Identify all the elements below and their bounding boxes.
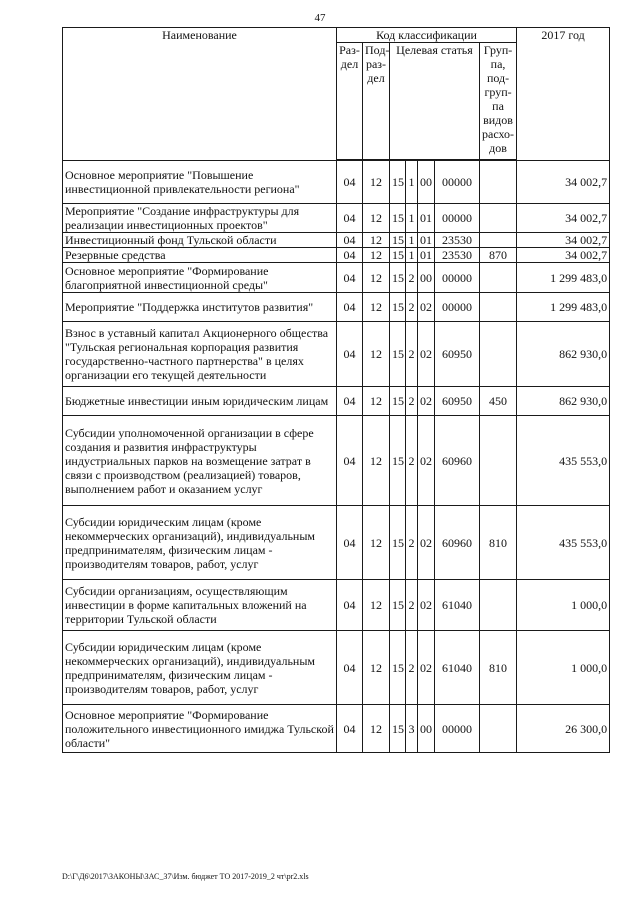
table-row xyxy=(63,387,610,416)
cell-name: Субсидии уполномоченной организации в сфере создания и развития инфраструктуры индустриальных парков на возмещение затрат в связи с производством (реализацией) товаров, выполнением работ и оказанием услуг xyxy=(63,416,337,506)
cell-t4: 00000 xyxy=(435,263,480,293)
cell-vr xyxy=(480,233,517,248)
cell-pr: 12 xyxy=(363,506,390,580)
cell-vr xyxy=(480,322,517,387)
table-row xyxy=(63,631,610,705)
cell-rz: 04 xyxy=(337,322,363,387)
cell-t2: 2 xyxy=(406,263,418,293)
cell-t1: 15 xyxy=(390,506,406,580)
cell-vr xyxy=(480,705,517,753)
cell-pr: 12 xyxy=(363,387,390,416)
cell-amount: 862 930,0 xyxy=(517,322,610,387)
cell-pr: 12 xyxy=(363,705,390,753)
cell-vr xyxy=(480,161,517,204)
table-row xyxy=(63,322,610,387)
cell-t3: 02 xyxy=(418,631,435,705)
cell-vr: 810 xyxy=(480,631,517,705)
cell-rz: 04 xyxy=(337,248,363,263)
cell-amount: 34 002,7 xyxy=(517,204,610,233)
cell-rz: 04 xyxy=(337,506,363,580)
cell-vr: 870 xyxy=(480,248,517,263)
cell-t4: 60950 xyxy=(435,387,480,416)
cell-t3: 02 xyxy=(418,293,435,322)
cell-t2: 2 xyxy=(406,580,418,631)
cell-vr xyxy=(480,580,517,631)
cell-t1: 15 xyxy=(390,263,406,293)
cell-name: Субсидии организациям, осуществляющим инвестиции в форме капитальных вложений на территории Тульской области xyxy=(63,580,337,631)
cell-t1: 15 xyxy=(390,204,406,233)
cell-t4: 23530 xyxy=(435,248,480,263)
table-row xyxy=(63,506,610,580)
cell-vr: 810 xyxy=(480,506,517,580)
cell-t1: 15 xyxy=(390,233,406,248)
cell-rz: 04 xyxy=(337,580,363,631)
cell-t1: 15 xyxy=(390,580,406,631)
cell-rz: 04 xyxy=(337,161,363,204)
header-razdel: Раз- дел xyxy=(337,43,363,160)
cell-t1: 15 xyxy=(390,248,406,263)
table-body xyxy=(63,161,610,753)
table-row xyxy=(63,204,610,233)
cell-t3: 01 xyxy=(418,233,435,248)
cell-amount: 26 300,0 xyxy=(517,705,610,753)
cell-t1: 15 xyxy=(390,631,406,705)
cell-vr xyxy=(480,204,517,233)
table-row xyxy=(63,705,610,753)
cell-pr: 12 xyxy=(363,204,390,233)
cell-pr: 12 xyxy=(363,233,390,248)
cell-rz: 04 xyxy=(337,705,363,753)
header-target: Целевая статья xyxy=(390,43,480,160)
table-row xyxy=(63,293,610,322)
cell-rz: 04 xyxy=(337,233,363,248)
header-name: Наименование xyxy=(63,28,337,161)
cell-amount: 435 553,0 xyxy=(517,506,610,580)
table-row xyxy=(63,263,610,293)
cell-amount: 1 000,0 xyxy=(517,580,610,631)
cell-t4: 00000 xyxy=(435,705,480,753)
budget-table xyxy=(62,27,610,753)
table-row xyxy=(63,161,610,204)
cell-amount: 435 553,0 xyxy=(517,416,610,506)
cell-t4: 00000 xyxy=(435,293,480,322)
cell-vr xyxy=(480,293,517,322)
cell-name: Резервные средства xyxy=(63,248,337,263)
cell-t1: 15 xyxy=(390,705,406,753)
cell-t2: 2 xyxy=(406,293,418,322)
cell-pr: 12 xyxy=(363,161,390,204)
cell-amount: 34 002,7 xyxy=(517,248,610,263)
cell-t4: 61040 xyxy=(435,580,480,631)
cell-name: Мероприятие "Создание инфраструктуры для реализации инвестиционных проектов" xyxy=(63,204,337,233)
cell-pr: 12 xyxy=(363,580,390,631)
cell-rz: 04 xyxy=(337,293,363,322)
cell-t2: 2 xyxy=(406,506,418,580)
table-row xyxy=(63,248,610,263)
cell-pr: 12 xyxy=(363,322,390,387)
header-group: Груп- па, под- груп- па видов расхо- дов xyxy=(480,43,517,160)
cell-t3: 01 xyxy=(418,204,435,233)
cell-rz: 04 xyxy=(337,416,363,506)
cell-name: Основное мероприятие "Формирование благоприятной инвестиционной среды" xyxy=(63,263,337,293)
cell-rz: 04 xyxy=(337,204,363,233)
cell-name: Субсидии юридическим лицам (кроме некоммерческих организаций), индивидуальным предпринимателям, физическим лицам - производителям товаров, работ, услуг xyxy=(63,506,337,580)
cell-name: Взнос в уставный капитал Акционерного общества "Тульская региональная корпорация развития государственно-частного партнерства" в целях организации его текущей деятельности xyxy=(63,322,337,387)
cell-t2: 1 xyxy=(406,233,418,248)
cell-t2: 2 xyxy=(406,322,418,387)
cell-t2: 2 xyxy=(406,387,418,416)
cell-pr: 12 xyxy=(363,248,390,263)
cell-pr: 12 xyxy=(363,631,390,705)
cell-vr: 450 xyxy=(480,387,517,416)
cell-amount: 1 299 483,0 xyxy=(517,293,610,322)
cell-amount: 34 002,7 xyxy=(517,161,610,204)
cell-t3: 02 xyxy=(418,580,435,631)
cell-t1: 15 xyxy=(390,293,406,322)
cell-t3: 00 xyxy=(418,263,435,293)
cell-t4: 60950 xyxy=(435,322,480,387)
cell-vr xyxy=(480,416,517,506)
header-year: 2017 год xyxy=(517,28,610,161)
cell-t2: 1 xyxy=(406,248,418,263)
cell-name: Основное мероприятие "Формирование положительного инвестиционного имиджа Тульской области" xyxy=(63,705,337,753)
table-row xyxy=(63,416,610,506)
cell-vr xyxy=(480,263,517,293)
table-row xyxy=(63,233,610,248)
cell-t3: 00 xyxy=(418,705,435,753)
cell-t4: 60960 xyxy=(435,416,480,506)
cell-amount: 862 930,0 xyxy=(517,387,610,416)
cell-t2: 2 xyxy=(406,416,418,506)
cell-t4: 00000 xyxy=(435,204,480,233)
cell-t1: 15 xyxy=(390,416,406,506)
cell-t1: 15 xyxy=(390,161,406,204)
cell-name: Основное мероприятие "Повышение инвестиционной привлекательности региона" xyxy=(63,161,337,204)
cell-amount: 1 000,0 xyxy=(517,631,610,705)
cell-t2: 3 xyxy=(406,705,418,753)
file-path-footer: D:\Г\Д6\2017\ЗАКОНЫ\ЗАС_37\Изм. бюджет ТО 2017-2019_2 чт\pr2.xls xyxy=(62,872,309,881)
cell-t4: 61040 xyxy=(435,631,480,705)
cell-pr: 12 xyxy=(363,416,390,506)
cell-t3: 02 xyxy=(418,506,435,580)
cell-t3: 02 xyxy=(418,322,435,387)
cell-rz: 04 xyxy=(337,387,363,416)
cell-pr: 12 xyxy=(363,293,390,322)
cell-t2: 1 xyxy=(406,204,418,233)
cell-name: Мероприятие "Поддержка институтов развития" xyxy=(63,293,337,322)
cell-t1: 15 xyxy=(390,387,406,416)
cell-name: Инвестиционный фонд Тульской области xyxy=(63,233,337,248)
cell-rz: 04 xyxy=(337,263,363,293)
cell-t3: 02 xyxy=(418,387,435,416)
cell-amount: 34 002,7 xyxy=(517,233,610,248)
cell-t3: 00 xyxy=(418,161,435,204)
cell-t3: 02 xyxy=(418,416,435,506)
cell-t4: 23530 xyxy=(435,233,480,248)
cell-t2: 2 xyxy=(406,631,418,705)
cell-t1: 15 xyxy=(390,322,406,387)
cell-t4: 60960 xyxy=(435,506,480,580)
cell-name: Бюджетные инвестиции иным юридическим лицам xyxy=(63,387,337,416)
header-classification: Код классификации xyxy=(337,28,517,43)
cell-rz: 04 xyxy=(337,631,363,705)
cell-t4: 00000 xyxy=(435,161,480,204)
cell-pr: 12 xyxy=(363,263,390,293)
cell-amount: 1 299 483,0 xyxy=(517,263,610,293)
cell-t3: 01 xyxy=(418,248,435,263)
table-row xyxy=(63,580,610,631)
cell-t2: 1 xyxy=(406,161,418,204)
page-number: 47 xyxy=(314,12,326,24)
cell-name: Субсидии юридическим лицам (кроме некоммерческих организаций), индивидуальным предпринимателям, физическим лицам - производителям товаров, работ, услуг xyxy=(63,631,337,705)
header-podrazdel: Под- раз- дел xyxy=(363,43,390,160)
